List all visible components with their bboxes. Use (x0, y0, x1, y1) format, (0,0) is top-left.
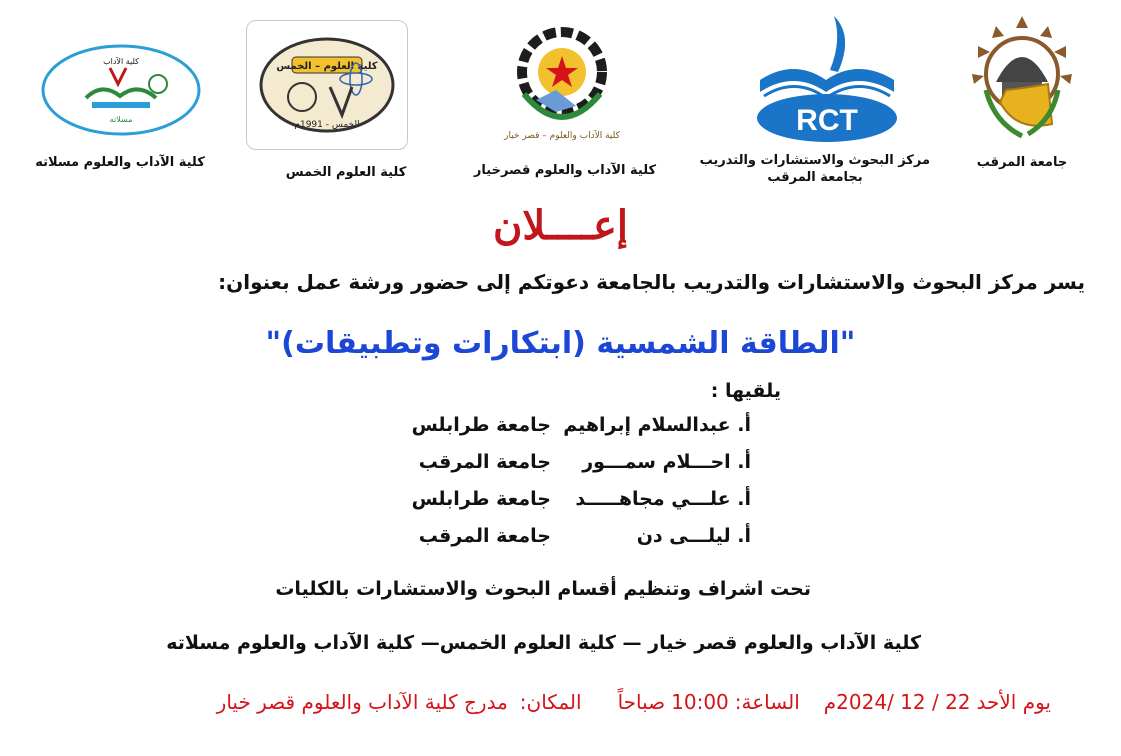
al-mergib-university-logo (966, 12, 1078, 142)
event-day: يوم الأحد (976, 690, 1051, 714)
qasr-khiar-faculty-logo (496, 20, 628, 148)
speaker-row (419, 525, 751, 547)
rct-center-logo (742, 10, 912, 148)
msallata-inscription-bottom: مسلاته (109, 115, 133, 124)
speaker-university: جامعة المرقب (418, 451, 551, 473)
speaker-university: جامعة طرابلس (411, 414, 551, 436)
al-mergib-emblem-icon (966, 12, 1078, 142)
speaker-university: جامعة طرابلس (411, 488, 551, 510)
speaker-row (412, 414, 751, 436)
event-place: مدرج كلية الآداب والعلوم قصر خيار (216, 690, 508, 714)
alkhums-inscription-top: كلية العلوم – الخمس (276, 61, 378, 72)
rct-center-caption (700, 152, 930, 186)
speaker-name: أ. ليلـــى دن (636, 525, 751, 547)
event-place-label: المكان: (519, 690, 582, 714)
speaker-name: أ. احـــلام سمـــور (582, 451, 751, 473)
workshop-title: "الطاقة الشمسية (ابتكارات وتطبيقات)" (265, 326, 856, 361)
msallata-faculty-logo (40, 42, 202, 138)
alkhums-faculty-logo (246, 20, 408, 150)
event-period: صباحاً (617, 690, 666, 714)
rct-caption-line2: بجامعة المرقب (767, 170, 863, 185)
speaker-row (412, 488, 751, 510)
msallata-faculty-caption: كلية الآداب والعلوم مسلاته (35, 155, 205, 170)
faculties-line: كلية الآداب والعلوم قصر خيار — كلية العلوم الخمس— كلية الآداب والعلوم مسلاته (166, 632, 921, 654)
intro-text: يسر مركز البحوث والاستشارات والتدريب بالجامعة دعوتكم إلى حضور ورشة عمل بعنوان: (218, 270, 1085, 294)
alkhums-faculty-caption: كلية العلوم الخمس (285, 165, 407, 180)
event-date: 22 / 12 /2024م (823, 690, 971, 714)
supervision-text: تحت اشراف وتنظيم أقسام البحوث والاستشارات بالكليات (275, 578, 811, 600)
speaker-row (419, 451, 751, 473)
speaker-name: أ. علـــي مجاهـــــد (575, 488, 751, 510)
alkhums-inscription-bottom: الخمس - 1991م (294, 120, 360, 130)
event-time: 10:00 (671, 690, 729, 714)
msallata-inscription-top: كلية الآداب (103, 57, 139, 66)
speaker-university: جامعة المرقب (418, 525, 551, 547)
announcement-heading: إعــــلان (492, 202, 629, 249)
speakers-heading: يلقيها : (710, 380, 781, 402)
event-details (211, 690, 1051, 714)
speaker-name: أ. عبدالسلام إبراهيم (563, 414, 751, 436)
event-time-label: الساعة: (734, 690, 800, 714)
quill-pen-icon (830, 16, 845, 72)
rct-caption-line1: مركز البحوث والاستشارات والتدريب (699, 153, 930, 168)
qasr-khiar-faculty-caption: كلية الآداب والعلوم قصرخيار (473, 163, 657, 178)
al-mergib-university-caption: جامعة المرقب (976, 155, 1068, 170)
rct-logo-text: RCT (796, 104, 858, 137)
qasr-khiar-inscription: كلية الآداب والعلوم – قصر خيار (504, 131, 620, 141)
